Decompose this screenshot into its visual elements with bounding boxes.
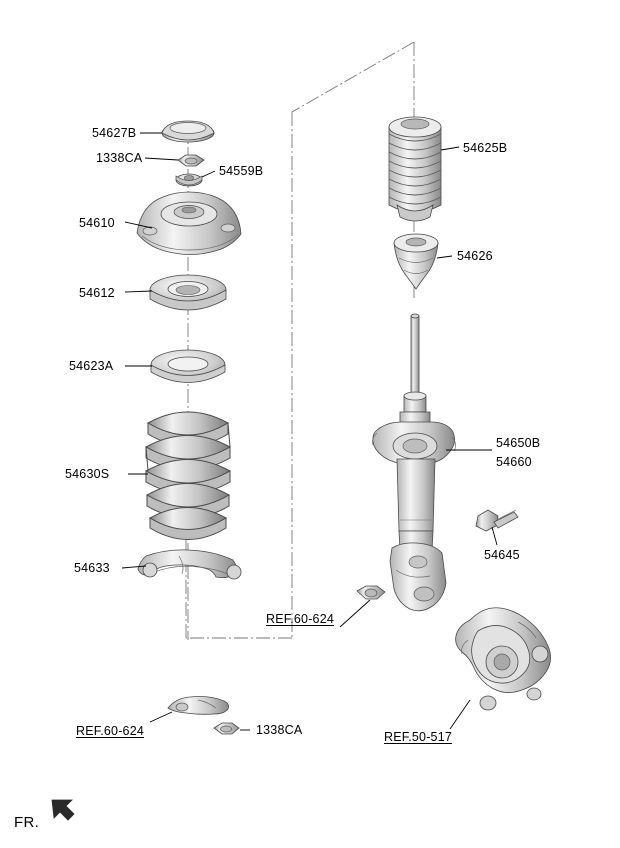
label-54627B: 54627B (92, 126, 137, 140)
part-54630S (146, 412, 230, 540)
construction-lines (186, 42, 414, 640)
part-54612 (150, 275, 226, 310)
part-54626 (394, 234, 438, 289)
label-1338CA-top: 1338CA (96, 151, 143, 165)
part-54650B-54660 (373, 314, 456, 611)
label-54633: 54633 (74, 561, 110, 575)
label-ref-50-517: REF.50-517 (384, 730, 453, 744)
label-54626: 54626 (457, 249, 493, 263)
part-1338CA-top (178, 155, 204, 166)
part-54633 (138, 550, 241, 579)
label-54559B: 54559B (219, 164, 264, 178)
label-54623A: 54623A (69, 359, 114, 373)
part-54645 (476, 510, 518, 531)
label-54610: 54610 (79, 216, 115, 230)
part-bracket-bottom (168, 697, 229, 715)
label-54625B: 54625B (463, 141, 508, 155)
part-knuckle-ref50517 (456, 608, 551, 710)
fr-orientation-label: FR. (14, 814, 40, 831)
label-54660: 54660 (496, 455, 532, 469)
part-54559B (176, 174, 202, 186)
label-ref-60-624-mid: REF.60-624 (266, 612, 335, 626)
part-54623A (151, 350, 225, 383)
label-ref-60-624-low: REF.60-624 (76, 724, 145, 738)
part-nut-mid (357, 586, 385, 599)
label-54650B: 54650B (496, 436, 541, 450)
label-54612: 54612 (79, 286, 115, 300)
fr-arrow (52, 800, 74, 820)
label-54630S: 54630S (65, 467, 110, 481)
part-54627B (162, 121, 214, 142)
part-54625B (389, 117, 441, 221)
label-54645: 54645 (484, 548, 520, 562)
part-54610 (137, 192, 241, 255)
label-1338CA-bottom: 1338CA (256, 723, 303, 737)
part-1338CA-bottom (214, 723, 239, 734)
